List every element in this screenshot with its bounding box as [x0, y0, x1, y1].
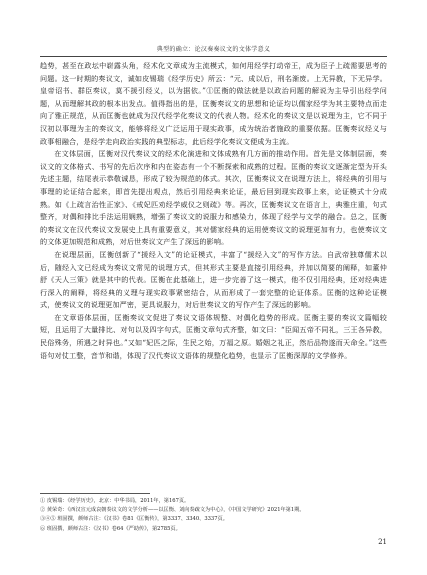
running-header: 典型的确立：论汉奏奏议文的文体学意义	[40, 44, 387, 57]
footnotes	[40, 497, 387, 534]
page-number: 21	[378, 538, 387, 546]
footnote: ⑥ 班固撰，颜师古注：《汉书》卷64《严助传》，第2785页。	[40, 525, 181, 532]
footnote: ① 皮锡瑞：《经学历史》，北京：中华书局，2011年，第167页。	[40, 498, 190, 504]
footnote: ③④⑤ 班固撰，颜师古注：《汉书》卷81《匡衡传》，第3337、3340、3337页。	[40, 516, 228, 523]
body-paragraph: 在说理层面，匡衡创新了“援经入文”的论证模式，丰富了“援经入文”的写作方法。自武帝独尊儒术以后，随经入文已经成为奏议文常见的说理方式，但其形式主要是直接引用经典，并加以简要的阐释，如董仲舒《天人三策》就是其中的代表。匡衡在此基础上，进一步完善了这一模式，他不仅引用经典，还对经典进行深入的阐释，将经典的义理与现实政事紧密结合，从而形成了一套完整的论证体系。匡衡的这种论证模式，使奏议文的说理更加严密，更具说服力，对后世奏议文的写作产生了深远的影响。	[40, 249, 387, 310]
article-body	[40, 60, 387, 362]
footnote: ② 黄荣奇：《西汉宣元成哀朝奏议文的文学分析——以匡衡、刘向奏疏文为中心》，《中国文学研究》2021年第1期。	[40, 507, 305, 514]
body-paragraph: 在文章语体层面，匡衡奏议文促进了奏议文语体规整、对偶化趋势的形成。匡衡主要的奏议文篇幅较短，且运用了大量排比、对句以及四字句式，匡衡文章句式齐整，如文曰：“臣闻五帝不同礼，三王各异教，民俗殊务，所遇之时异也。”又如“妃匹之际，生民之始，万福之原。婚姻之礼正，然后品物遂而天命全。”这些语句对仗工整，音节和谐，体现了汉代奏议文语体的规整化趋势，也显示了匡衡深厚的文学修养。	[40, 312, 387, 360]
body-paragraph: 在文体层面，匡衡对汉代奏议文的经术化演进和文体成熟有几方面的推动作用。首先是文体制层面，奏议文的文体格式、书写的先后次序和内在姿态有一个不断探索和成熟的过程。匡衡的奏议文逐渐定型为开头先述主题，结尾表示恭敬诚恳，形成了较为规范的体式。其次，匡衡奏议文在说理方法上，将经典的引用与事理的论证结合起来，即首先提出观点，然后引用经典来论证，最后回到现实政事上来，论证模式十分成熟。如《上疏言治性正家》、《戒妃匹劝经学威仪之则疏》等。再次，匡衡奏议文在语言上，典雅庄重，句式整齐，对偶和排比手法运用娴熟，增强了奏议文的说服力和感染力，体现了经学与文学的融合。总之，匡衡的奏议文在汉代奏议文发展史上具有重要意义，其对儒家经典的运用使奏议文的说理更加有力，也使奏议文的文体更加规范和成熟，对后世奏议文产生了深远的影响。	[40, 149, 387, 247]
body-paragraph: 趋势，甚至在政坛中崭露头角，经术化文章成为主流模式，如何用经学打动帝王，成为臣子上疏需要思考的问题。这一时期的奏议文，诚如皮锡瑞《经学历史》所云：“元、成以后，刑名渐废。上无异教，下无异学。皇帝诏书、群臣奏议，莫不援引经义，以为据依。”①匡衡的做法就是以政治问题的解说为主导引出经学问题，从而理解其政的根本出发点。值得指出的是，匡衡奏议文的思想和论证均以儒家经学为其主要特点而走向了雅正规范，从而匡衡也就成为汉代经学化奏议文的代表人物。经术化的奏议文是以说理为主，它不同于汉初以事理为主的奏议文，能够将经义广泛运用于现实政事，成为统治者施政的重要依据。匡衡奏议经义与政事相融合，是经学走向政治实践的典型标志，此后经学化奏议文便成为主流。	[40, 61, 387, 146]
